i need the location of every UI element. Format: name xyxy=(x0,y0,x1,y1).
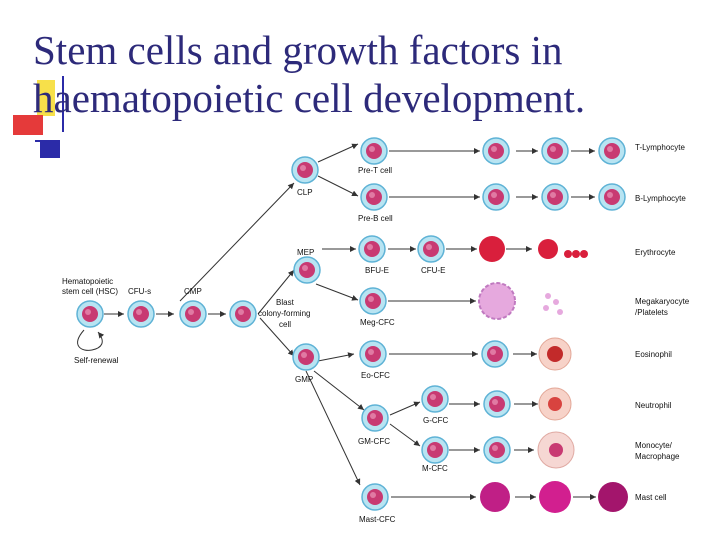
cfue-cell xyxy=(418,236,444,262)
meg-cfc-cell xyxy=(360,288,386,314)
mast-intermediate-cell xyxy=(539,481,571,513)
label-mast-cell: Mast cell xyxy=(635,493,667,502)
mast-cfc-cell xyxy=(362,484,388,510)
label-pre-b: Pre-B cell xyxy=(358,214,393,223)
pre-t-cell xyxy=(361,138,387,164)
cmp-cell xyxy=(180,301,206,327)
label-g-cfc: G-CFC xyxy=(423,416,449,425)
b-cell-stage-2 xyxy=(542,184,568,210)
g-precursor-cell xyxy=(484,391,510,417)
label-cmp: CMP xyxy=(184,287,202,296)
platelet-2 xyxy=(553,299,559,305)
g-cfc-cell xyxy=(422,386,448,412)
label-gm-cfc: GM-CFC xyxy=(358,437,390,446)
b-cell-stage-1 xyxy=(483,184,509,210)
label-pre-t: Pre-T cell xyxy=(358,166,393,175)
label-bfue: BFU-E xyxy=(365,266,389,275)
output-labels xyxy=(635,143,690,502)
slide-title xyxy=(33,26,585,122)
clp-cell xyxy=(292,157,318,183)
label-blast-2: colony-forming xyxy=(258,309,311,318)
label-eo-cfc: Eo-CFC xyxy=(361,371,390,380)
cfus-cell xyxy=(128,301,154,327)
mature-cells xyxy=(479,236,628,513)
mep-cell xyxy=(294,257,320,283)
platelet-3 xyxy=(543,305,549,311)
pre-b-cell xyxy=(361,184,387,210)
label-blast-3: cell xyxy=(279,320,292,329)
label-hsc-2: stem cell (HSC) xyxy=(62,287,119,296)
gmp-cell xyxy=(293,344,319,370)
reticulocyte-cell xyxy=(538,239,558,259)
t-lymphocyte-cell xyxy=(599,138,625,164)
label-b-lymphocyte: B-Lymphocyte xyxy=(635,194,686,203)
macrophage-nucleus xyxy=(549,443,563,457)
eo-cfc-cell xyxy=(360,341,386,367)
gm-cfc-cell xyxy=(362,405,388,431)
progenitor-labels xyxy=(62,166,449,524)
label-mep: MEP xyxy=(297,248,315,257)
slide-title-line-2: haematopoietic cell development. xyxy=(33,75,586,121)
erythrocyte-cell-3 xyxy=(580,250,588,258)
megakaryocyte-cell xyxy=(479,283,515,319)
b-lymphocyte-cell xyxy=(599,184,625,210)
label-cfue: CFU-E xyxy=(421,266,446,275)
label-t-lymphocyte: T-Lymphocyte xyxy=(635,143,685,152)
t-cell-stage-2 xyxy=(542,138,568,164)
label-blast-1: Blast xyxy=(276,298,294,307)
label-mast-cfc: Mast-CFC xyxy=(359,515,396,524)
label-monocyte-2: Macrophage xyxy=(635,452,680,461)
label-erythrocyte: Erythrocyte xyxy=(635,248,676,257)
platelet-4 xyxy=(557,309,563,315)
slide-title-line-1: Stem cells and growth factors in xyxy=(33,27,563,73)
label-neutrophil: Neutrophil xyxy=(635,401,672,410)
erythrocyte-cell-2 xyxy=(572,250,580,258)
m-precursor-cell xyxy=(484,437,510,463)
label-eosinophil: Eosinophil xyxy=(635,350,672,359)
eosinophil-nucleus xyxy=(547,346,563,362)
mast-cell xyxy=(598,482,628,512)
m-cfc-cell xyxy=(422,437,448,463)
self-renewal-arrow xyxy=(78,330,103,350)
t-cell-stage-1 xyxy=(483,138,509,164)
decor-line-horizontal xyxy=(35,140,55,142)
label-self-renewal: Self-renewal xyxy=(74,356,119,365)
erythrocyte-cell-1 xyxy=(564,250,572,258)
decor-square-blue xyxy=(40,140,60,158)
blast-cell xyxy=(230,301,256,327)
label-megakaryocyte-2: /Platelets xyxy=(635,308,668,317)
label-megakaryocyte-1: Megakaryocyte xyxy=(635,297,690,306)
bfue-cell xyxy=(359,236,385,262)
platelet-1 xyxy=(545,293,551,299)
arrows xyxy=(104,144,596,497)
label-meg-cfc: Meg-CFC xyxy=(360,318,395,327)
label-cfus: CFU-s xyxy=(128,287,152,296)
erythrocyte-precursor-cell xyxy=(479,236,505,262)
label-clp: CLP xyxy=(297,188,313,197)
eo-precursor-cell xyxy=(482,341,508,367)
label-monocyte-1: Monocyte/ xyxy=(635,441,672,450)
label-gmp: GMP xyxy=(295,375,314,384)
hsc-cell xyxy=(77,301,103,327)
label-hsc-1: Hematopoietic xyxy=(62,277,114,286)
label-m-cfc: M-CFC xyxy=(422,464,448,473)
mast-precursor-cell xyxy=(480,482,510,512)
neutrophil-nucleus xyxy=(548,397,562,411)
